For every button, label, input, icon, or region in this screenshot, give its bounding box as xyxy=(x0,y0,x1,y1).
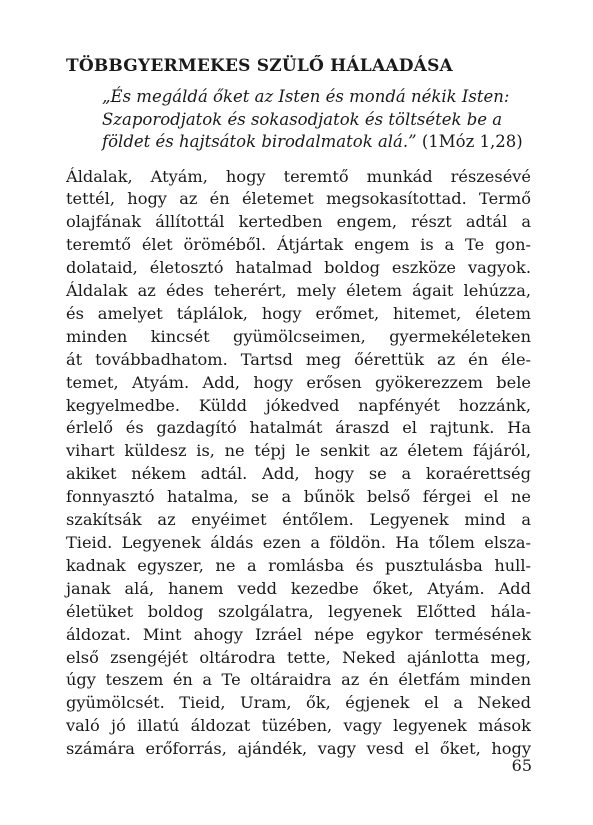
body-text xyxy=(66,166,531,762)
text-line: olajfának állítottál kertedben engem, részt adtál a xyxy=(66,212,531,232)
text-line: temet, Atyám. Add, hogy erősen gyökerezzem bele xyxy=(66,372,531,392)
text-line: teremtő élet öröméből. Átjártak engem is a Te gon- xyxy=(66,235,531,255)
bible-reference: (1Móz 1,28) xyxy=(416,132,523,151)
text-line: áldozat. Mint ahogy Izráel népe egykor termésének xyxy=(66,624,531,644)
text-line: dolataid, életosztó hatalmad boldog eszköze vagyok. xyxy=(66,258,531,278)
text-line: való jó illatú áldozat tüzében, vagy legyenek mások xyxy=(66,716,531,736)
page-title: TÖBBGYERMEKES SZÜLŐ HÁLAADÁSA xyxy=(66,56,453,76)
epigraph-line: Szaporodjatok és sokasodjatok és töltsétek be a xyxy=(102,109,503,129)
text-line: kegyelmedbe. Küldd jókedved napfényét hozzánk, xyxy=(66,395,531,415)
text-line: Áldalak az édes teherért, mely életem ágait lehúzza, xyxy=(66,281,531,301)
text-line: gyümölcsét. Tieid, Uram, ők, égjenek el a Neked xyxy=(66,693,531,713)
text-line: vihart küldesz is, ne tépj le senkit az életem fájáról, xyxy=(66,441,531,461)
text-line: tettél, hogy az én életemet megsokasítottad. Termő xyxy=(66,189,531,209)
text-line: akiket nékem adtál. Add, hogy se a koraérettség xyxy=(66,464,531,484)
text-line: érlelő és gazdagító hatalmát áraszd el rajtunk. Ha xyxy=(66,418,531,438)
text-line: számára erőforrás, ajándék, vagy vesd el őket, hogy xyxy=(66,739,531,759)
text-line: fonnyasztó hatalma, se a bűnök belső férgei el ne xyxy=(66,487,531,507)
text-line: életüket boldog szolgálatra, legyenek Előtted hála- xyxy=(66,601,531,621)
epigraph-quote xyxy=(102,86,531,154)
text-line: úgy teszem én a Te oltáraidra az én életfám minden xyxy=(66,670,531,690)
text-line: kadnak egyszer, ne a romlásba és pusztulásba hull- xyxy=(66,555,531,575)
epigraph-last-line xyxy=(102,131,531,154)
text-line: minden kincsét gyümölcseimen, gyermekéleteken xyxy=(66,326,531,346)
page-number: 65 xyxy=(511,756,532,775)
text-line: Áldalak, Atyám, hogy teremtő munkád részesévé xyxy=(66,166,531,186)
text-line: első zsengéjét oltárodra tette, Neked ajánlotta meg, xyxy=(66,647,531,667)
text-line: janak alá, hanem vedd kezedbe őket, Atyám. Add xyxy=(66,578,531,598)
text-line: és amelyet táplálok, hogy erőmet, hitemet, életem xyxy=(66,303,531,323)
text-line: Tieid. Legyenek áldás ezen a földön. Ha tőlem elsza- xyxy=(66,533,531,552)
text-line: szakítsák az enyéimet éntőlem. Legyenek mind a xyxy=(66,510,531,530)
epigraph-line: „És megáldá őket az Isten és mondá nékik Isten: xyxy=(102,87,510,106)
page-content xyxy=(66,56,531,761)
epigraph-line: földet és hajtsátok birodalmatok alá.” xyxy=(102,132,417,151)
text-line: át továbbadhatom. Tartsd meg őérettük az én éle- xyxy=(66,349,531,369)
